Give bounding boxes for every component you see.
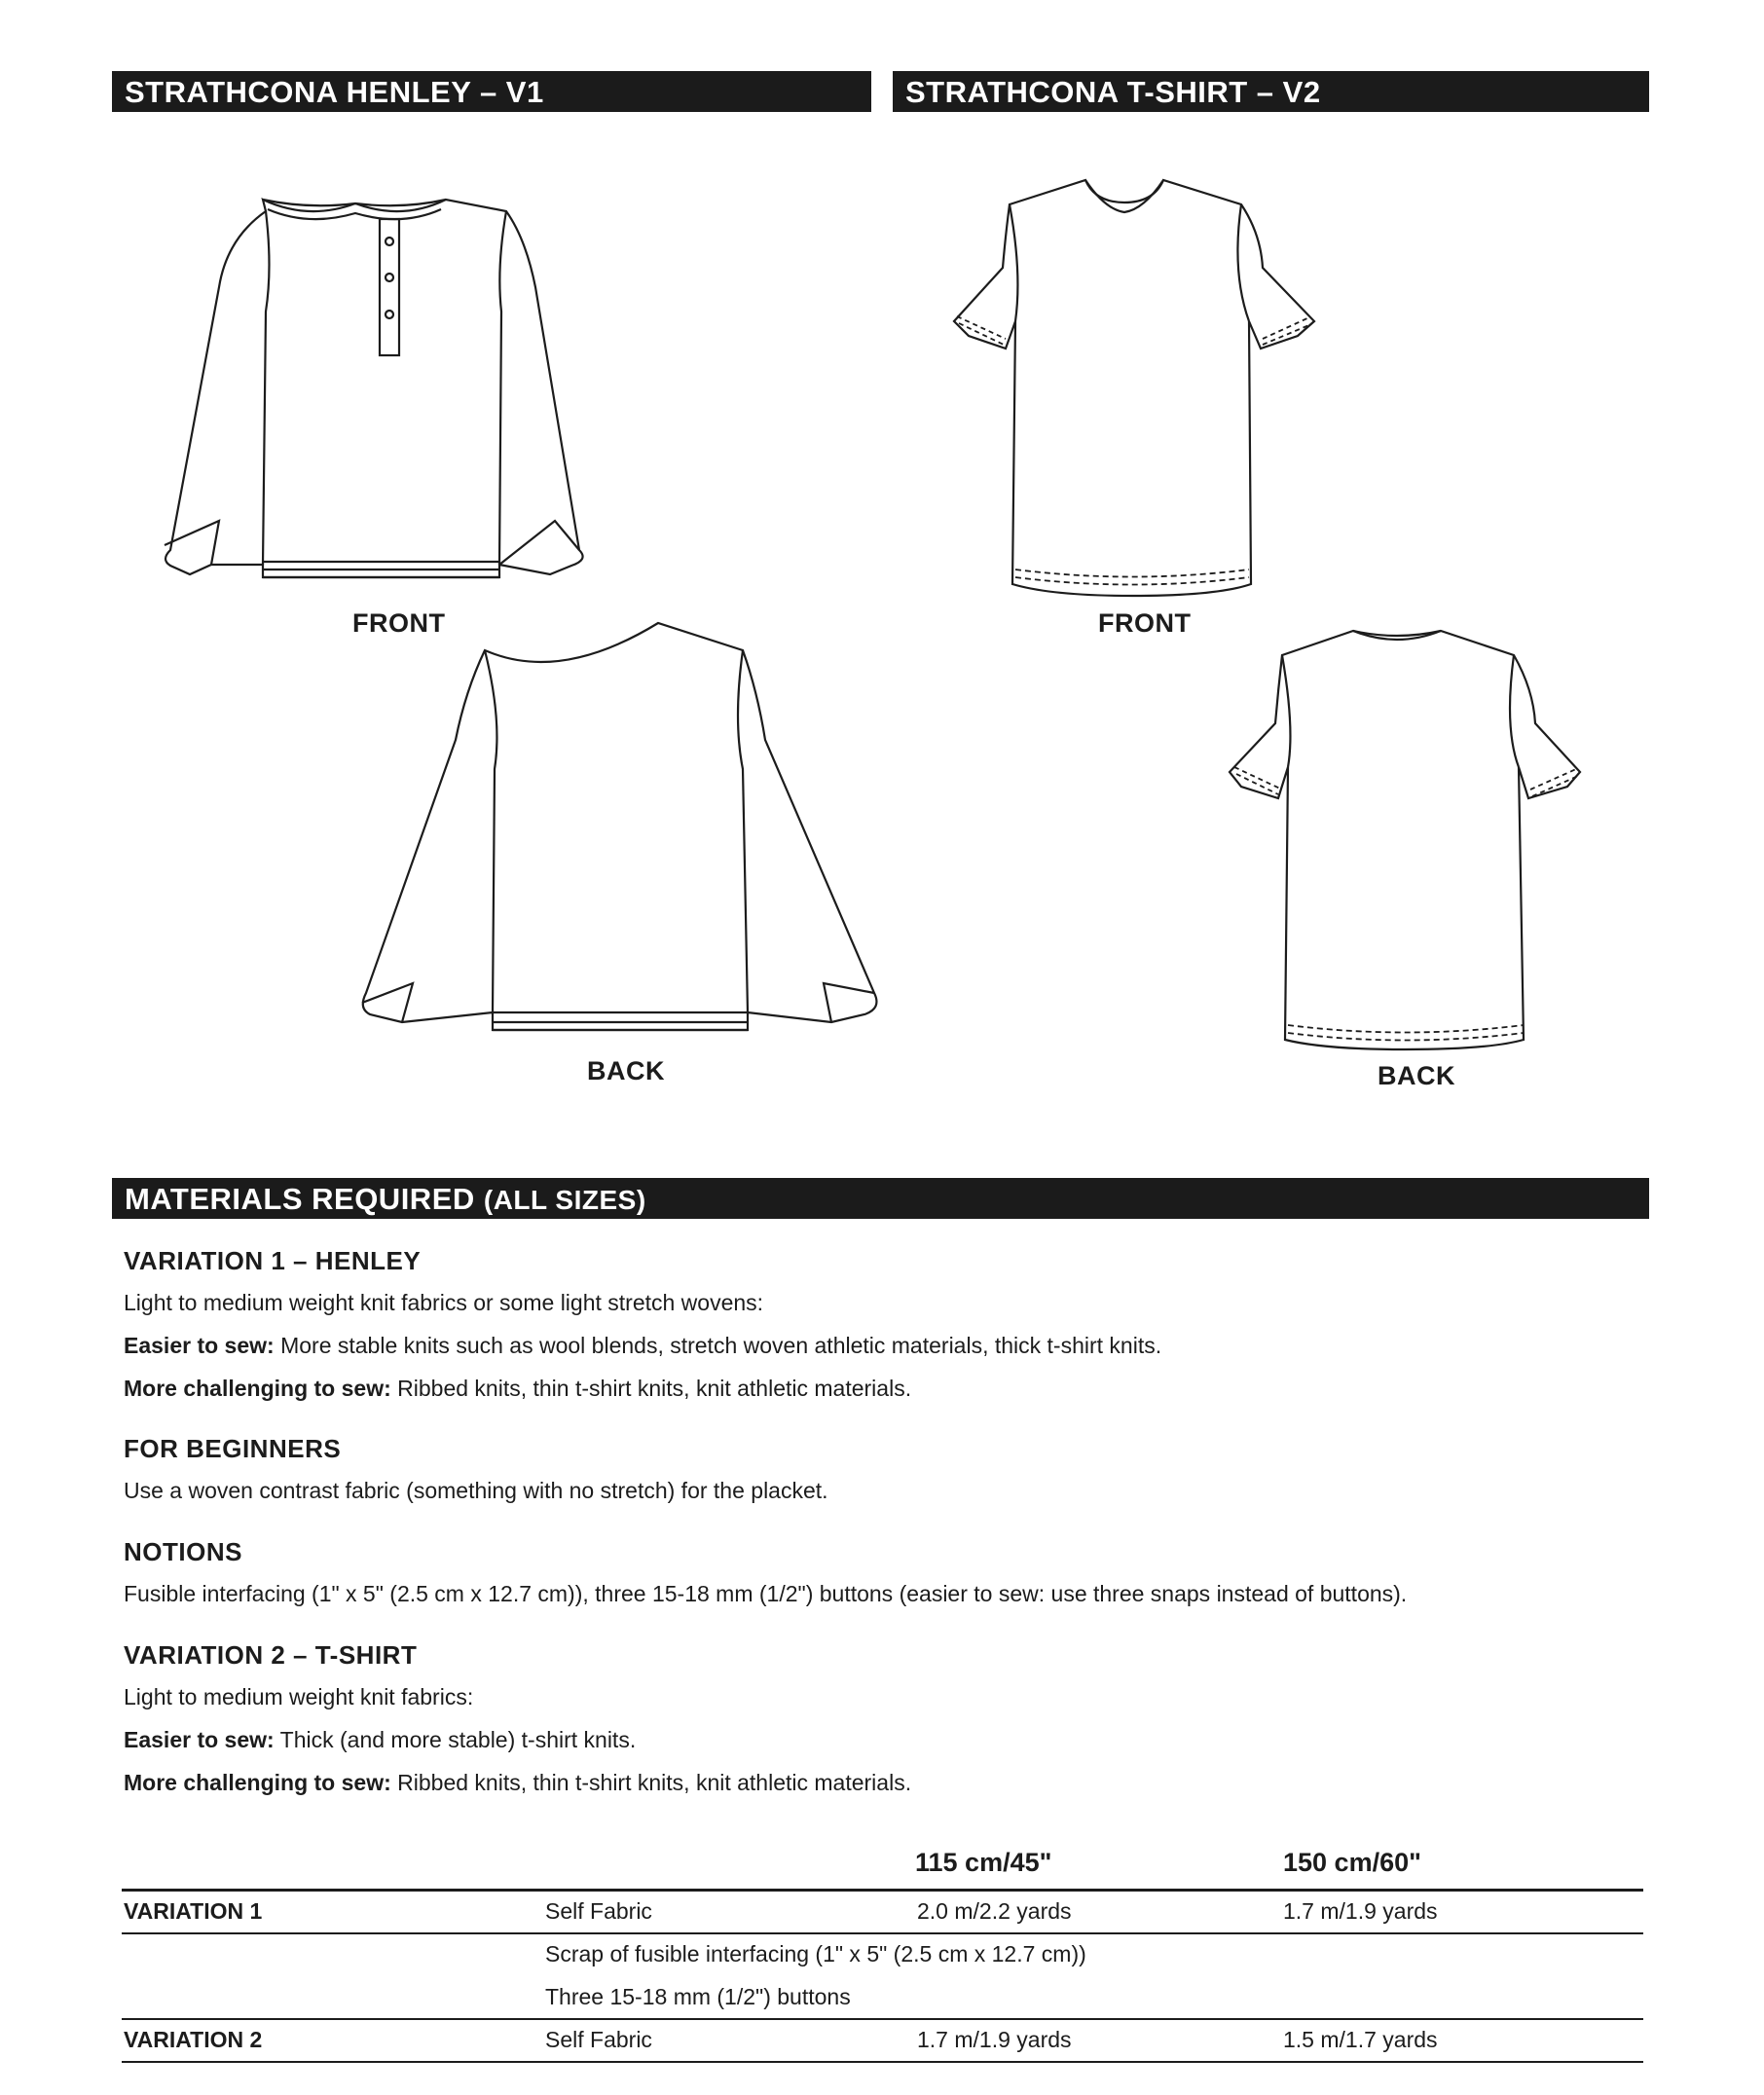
henley-front-illustration	[122, 170, 667, 599]
materials-title: MATERIALS REQUIRED	[125, 1182, 475, 1216]
table-row1-variation: VARIATION 1	[124, 1898, 263, 1924]
tshirt-front-label: FRONT	[1098, 608, 1192, 638]
henley-back-label: BACK	[587, 1056, 665, 1085]
variation2-easier-text: Thick (and more stable) t-shirt knits.	[274, 1727, 637, 1752]
tshirt-title-bar	[893, 71, 1649, 112]
materials-title-suffix: (ALL SIZES)	[483, 1185, 646, 1215]
henley-title-bar	[112, 71, 871, 112]
variation2-heading: VARIATION 2 – T-SHIRT	[124, 1640, 418, 1670]
table-row1-150: 1.7 m/1.9 yards	[1283, 1898, 1438, 1924]
notions-text: Fusible interfacing (1" x 5" (2.5 cm x 12.7 cm)), three 15-18 mm (1/2") buttons (easier to sew: use three snaps instead of buttons).	[124, 1581, 1408, 1606]
variation1-heading: VARIATION 1 – HENLEY	[124, 1246, 422, 1275]
table-row1-rule	[122, 1932, 1643, 1934]
table-bottom-rule	[122, 2061, 1643, 2063]
variation1-harder-text: Ribbed knits, thin t-shirt knits, knit athletic materials.	[390, 1376, 912, 1401]
variation1-easier-label: Easier to sew:	[124, 1333, 275, 1358]
table-row3-rule	[122, 2018, 1643, 2020]
beginners-text: Use a woven contrast fabric (something with no stretch) for the placket.	[124, 1478, 828, 1503]
variation2-intro: Light to medium weight knit fabrics:	[124, 1684, 474, 1709]
variation1-easier-text: More stable knits such as wool blends, stretch woven athletic materials, thick t-shirt knits.	[274, 1333, 1162, 1358]
tshirt-front-illustration	[959, 175, 1329, 604]
tshirt-back-illustration	[1231, 631, 1601, 1059]
table-header-115: 115 cm/45"	[915, 1848, 1052, 1877]
table-row1-item: Self Fabric	[545, 1898, 652, 1924]
variation1-intro: Light to medium weight knit fabrics or some light stretch wovens:	[124, 1290, 764, 1315]
tshirt-back-label: BACK	[1378, 1061, 1455, 1090]
tshirt-title: STRATHCONA T-SHIRT – V2	[905, 75, 1321, 109]
table-row3-item: Three 15-18 mm (1/2") buttons	[545, 1984, 851, 2009]
variation2-harder	[124, 1770, 911, 1796]
variation2-easier-label: Easier to sew:	[124, 1727, 275, 1752]
table-row2-item: Scrap of fusible interfacing (1" x 5" (2.5 cm x 12.7 cm))	[545, 1941, 1086, 1966]
variation2-easier	[124, 1727, 636, 1753]
beginners-heading: FOR BEGINNERS	[124, 1434, 342, 1463]
variation1-easier	[124, 1333, 1161, 1359]
materials-title-bar	[112, 1178, 1649, 1219]
henley-title: STRATHCONA HENLEY – V1	[125, 75, 544, 109]
table-row4-item: Self Fabric	[545, 2027, 652, 2052]
notions-heading: NOTIONS	[124, 1537, 242, 1566]
table-header-rule	[122, 1889, 1643, 1892]
table-header-150: 150 cm/60"	[1283, 1848, 1421, 1877]
table-row4-variation: VARIATION 2	[124, 2027, 263, 2052]
variation1-harder-label: More challenging to sew:	[124, 1376, 391, 1401]
variation2-harder-label: More challenging to sew:	[124, 1770, 391, 1795]
table-row4-115: 1.7 m/1.9 yards	[917, 2027, 1072, 2052]
table-row1-115: 2.0 m/2.2 yards	[917, 1898, 1072, 1924]
variation2-harder-text: Ribbed knits, thin t-shirt knits, knit athletic materials.	[390, 1770, 912, 1795]
henley-front-label: FRONT	[352, 608, 446, 638]
variation1-harder	[124, 1376, 911, 1402]
table-row4-150: 1.5 m/1.7 yards	[1283, 2027, 1438, 2052]
henley-back-illustration	[349, 623, 894, 1051]
